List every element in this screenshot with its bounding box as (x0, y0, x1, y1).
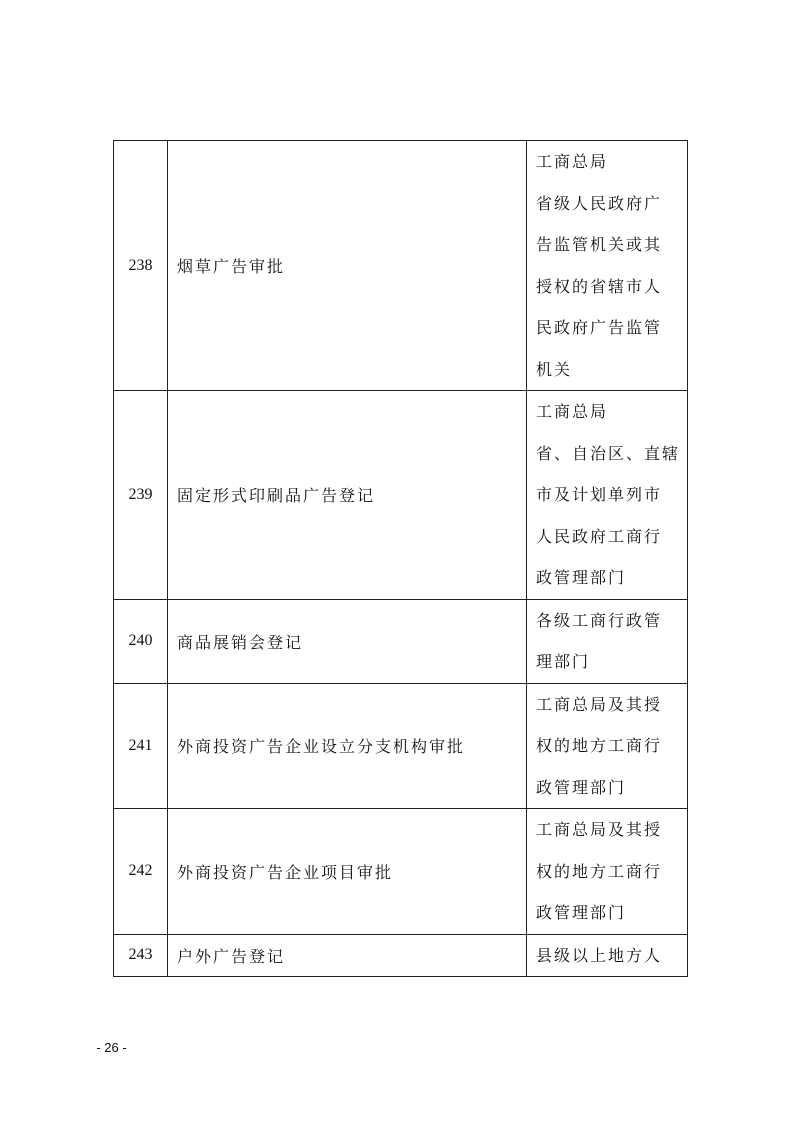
item-name: 户外广告登记 (168, 934, 527, 977)
approval-authority (527, 934, 688, 977)
page-number: - 26 - (96, 1040, 127, 1055)
authority-line: 市及计划单列市 (536, 485, 663, 504)
approval-authority (527, 391, 688, 600)
item-number: 242 (114, 809, 168, 935)
approval-authority (527, 141, 688, 391)
authority-line: 告监管机关或其 (536, 235, 663, 254)
item-name: 固定形式印刷品广告登记 (168, 391, 527, 600)
authority-line: 工商总局 (536, 402, 609, 421)
authority-line: 省、自治区、直辖 (536, 443, 681, 463)
table-row (114, 141, 688, 391)
approval-authority (527, 683, 688, 809)
authority-line: 人民政府工商行 (536, 526, 663, 546)
authority-line: 政管理部门 (536, 903, 627, 922)
authority-line: 各级工商行政管 (536, 610, 663, 630)
authority-line: 授权的省辖市人 (536, 276, 663, 296)
authority-line: 工商总局及其授 (536, 694, 663, 714)
item-number: 241 (114, 683, 168, 809)
authority-line: 机关 (536, 359, 573, 379)
table-row (114, 683, 688, 809)
authority-line: 工商总局 (536, 152, 609, 171)
table-row (114, 391, 688, 600)
authority-line: 省级人民政府广 (536, 193, 663, 213)
approval-authority (527, 599, 688, 683)
item-name: 外商投资广告企业设立分支机构审批 (168, 683, 527, 809)
item-number: 243 (114, 934, 168, 977)
item-number: 238 (114, 141, 168, 391)
item-name: 烟草广告审批 (168, 141, 527, 391)
table-row (114, 599, 688, 683)
item-name: 商品展销会登记 (168, 599, 527, 683)
item-number: 239 (114, 391, 168, 600)
authority-line: 民政府广告监管 (536, 318, 663, 337)
approval-authority (527, 809, 688, 935)
authority-line: 政管理部门 (536, 777, 627, 797)
authority-line: 理部门 (536, 652, 591, 671)
item-name: 外商投资广告企业项目审批 (168, 809, 527, 935)
item-number: 240 (114, 599, 168, 683)
approval-items-table (113, 140, 688, 977)
table-row (114, 809, 688, 935)
authority-line: 政管理部门 (536, 568, 627, 587)
table-row (114, 934, 688, 977)
authority-line: 县级以上地方人 (536, 945, 663, 965)
authority-line: 权的地方工商行 (536, 861, 663, 881)
authority-line: 工商总局及其授 (536, 820, 663, 839)
authority-line: 权的地方工商行 (536, 736, 663, 755)
